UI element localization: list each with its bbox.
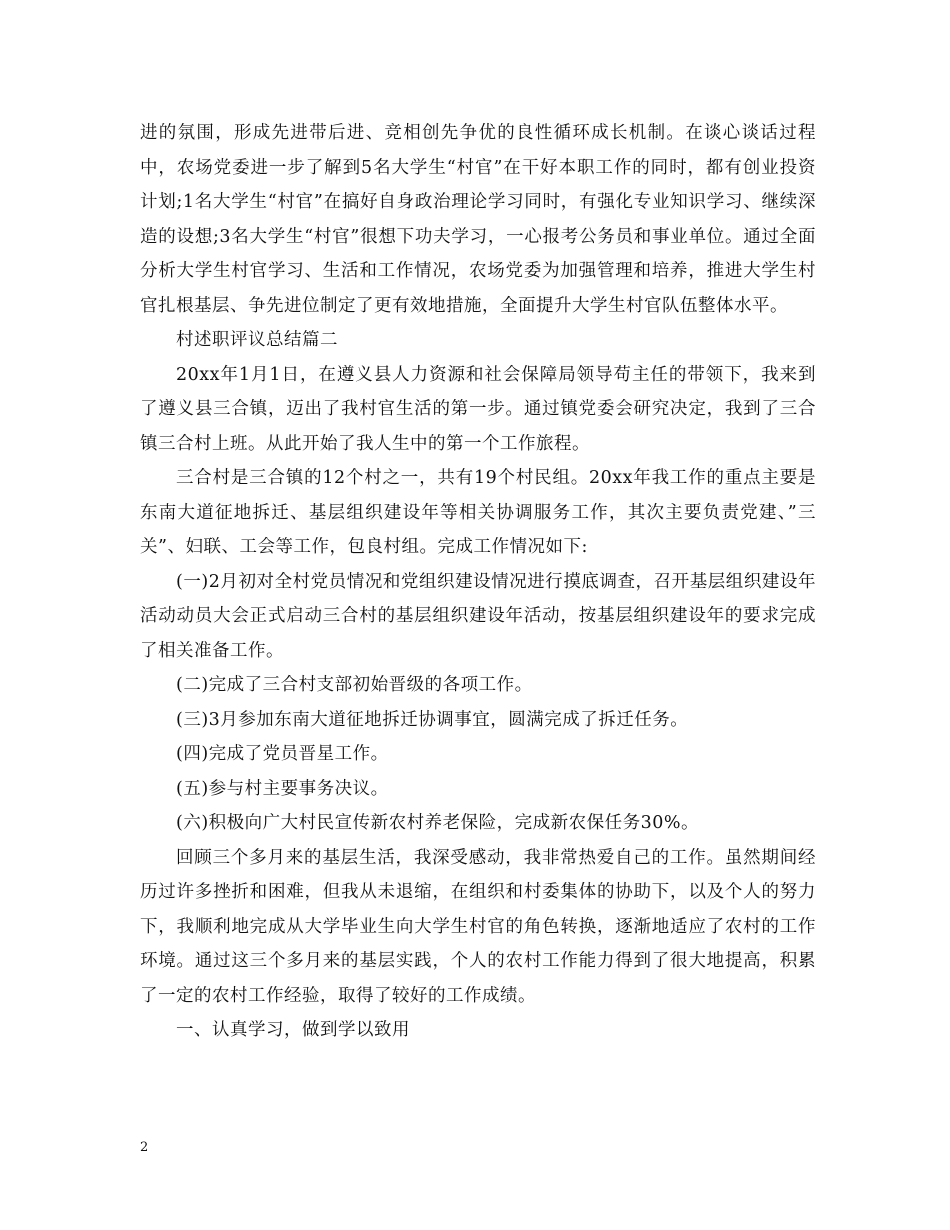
paragraph-arrival: 20xx年1月1日，在遵义县人力资源和社会保障局领导苟主任的带领下，我来到了遵义县三合镇，迈出了我村官生活的第一步。通过镇党委会研究决定，我到了三合镇三合村上班。从此开始了我人生中的第一个工作旅程。 xyxy=(140,364,816,454)
list-item-4: (四)完成了党员晋星工作。 xyxy=(176,744,389,764)
list-item-3: (三)3月参加东南大道征地拆迁协调事宜，圆满完成了拆迁任务。 xyxy=(176,709,689,730)
paragraph-continuation: 进的氛围，形成先进带后进、竞相创先争优的良性循环成长机制。在谈心谈话过程中，农场党委进一步了解到5名大学生“村官”在干好本职工作的同时，都有创业投资计划;1名大学生“村官”在搞好自身政治理论学习同时，有强化专业知识学习、继续深造的设想;3名大学生“村官”很想下功夫学习，一心报考公务员和事业单位。通过全面分析大学生村官学习、生活和工作情况，农场党委为加强管理和培养，推进大学生村官扎根基层、争先进位制定了更有效地措施，全面提升大学生村官队伍整体水平。 xyxy=(140,123,816,316)
paragraph-village-overview: 三合村是三合镇的12个村之一，共有19个村民组。20xx年我工作的重点主要是东南大道征地拆迁、基层组织建设年等相关协调服务工作，其次主要负责党建、”三关”、妇联、工会等工作，包良村组。完成工作情况如下: xyxy=(140,468,816,557)
list-item-2: (二)完成了三合村支部初始晋级的各项工作。 xyxy=(176,675,533,695)
page-number: 2 xyxy=(140,1140,149,1155)
section-heading-part-two: 村述职评议总结篇二 xyxy=(176,330,338,350)
list-item-6: (六)积极向广大村民宣传新农村养老保险，完成新农保任务30%。 xyxy=(176,813,700,833)
list-item-1: (一)2月初对全村党员情况和党组织建设情况进行摸底调查，召开基层组织建设年活动动员大会正式启动三合村的基层组织建设年活动，按基层组织建设年的要求完成了相关准备工作。 xyxy=(140,571,816,661)
list-item-5: (五)参与村主要事务决议。 xyxy=(176,778,389,799)
document-body xyxy=(140,116,816,1048)
section-heading-study: 一、认真学习，做到学以致用 xyxy=(176,1020,410,1040)
paragraph-reflection: 回顾三个多月来的基层生活，我深受感动，我非常热爱自己的工作。虽然期间经历过许多挫折和困难，但我从未退缩，在组织和村委集体的协助下，以及个人的努力下，我顺利地完成从大学毕业生向大学生村官的角色转换，逐渐地适应了农村的工作环境。通过这三个多月来的基层实践，个人的农村工作能力得到了很大地提高，积累了一定的农村工作经验，取得了较好的工作成绩。 xyxy=(140,847,816,1006)
